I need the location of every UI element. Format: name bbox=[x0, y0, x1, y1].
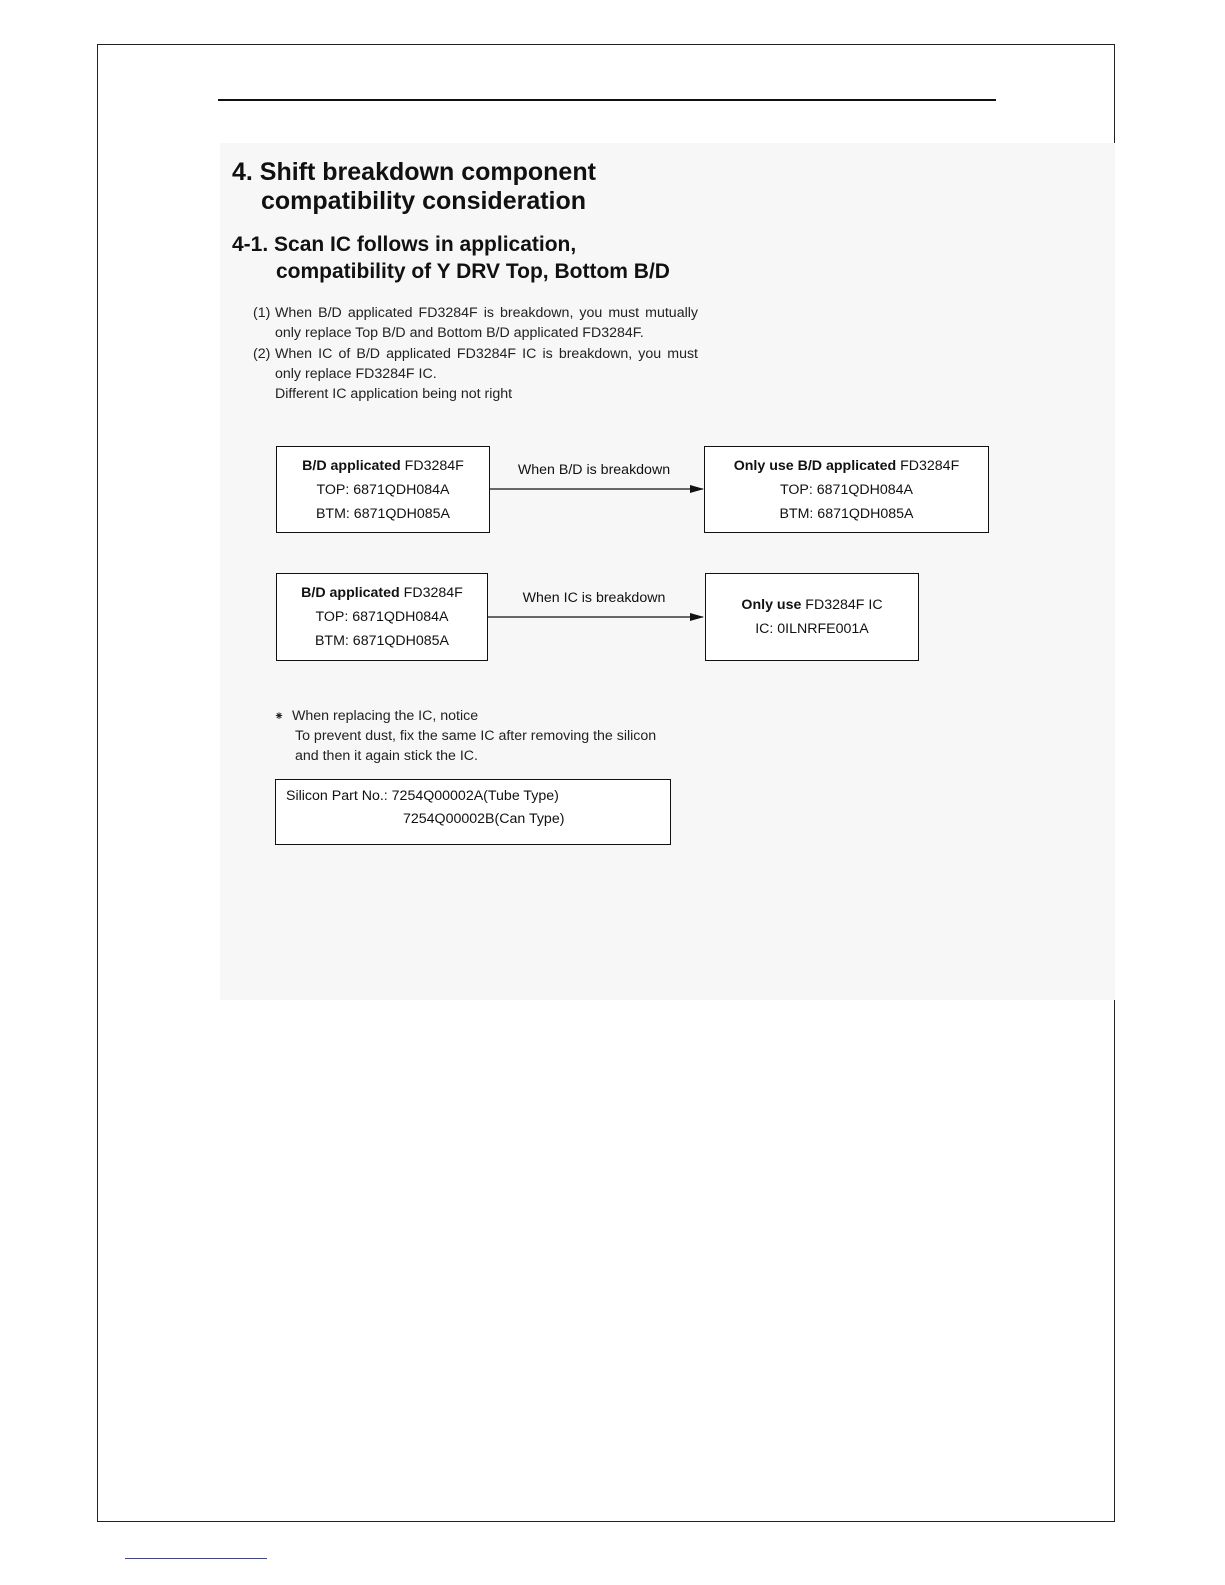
footer-link-underline[interactable] bbox=[125, 1558, 267, 1559]
note-text: When IC of B/D applicated FD3284F IC is breakdown, you must only replace FD3284F IC. bbox=[275, 345, 698, 382]
flow1-source-box bbox=[276, 446, 490, 533]
flow2-target-title-bold: Only use bbox=[741, 597, 802, 613]
note-number: (2) bbox=[253, 345, 271, 362]
note-number: (1) bbox=[253, 305, 271, 321]
silicon-row1: Silicon Part No.: 7254Q00002A(Tube Type) bbox=[286, 788, 559, 804]
flow2-target-ic: IC: 0ILNRFE001A bbox=[755, 621, 869, 637]
flow1-target-box bbox=[704, 446, 989, 533]
section-title-line1: 4. Shift breakdown component bbox=[232, 158, 596, 186]
caution-line3: and then it again stick the IC. bbox=[295, 748, 478, 764]
subsection-title-line2: compatibility of Y DRV Top, Bottom B/D bbox=[276, 260, 670, 283]
caution-line2: To prevent dust, fix the same IC after removing the silicon bbox=[295, 728, 657, 744]
flow1-label: When B/D is breakdown bbox=[517, 462, 671, 478]
flow1-source-title-bold: B/D applicated bbox=[302, 457, 401, 474]
flow2-source-title-rest: FD3284F bbox=[399, 585, 463, 601]
flow2-label: When IC is breakdown bbox=[522, 590, 666, 606]
flow1-target-title-bold: Only use B/D applicated bbox=[733, 457, 897, 474]
flow2-source-title-bold: B/D applicated bbox=[301, 585, 400, 601]
asterisk-icon: ⁕ bbox=[274, 709, 285, 723]
flow1-source-top: TOP: 6871QDH084A bbox=[316, 481, 450, 498]
flow2-source-top: TOP: 6871QDH084A bbox=[315, 609, 449, 625]
flow2-source-box bbox=[276, 573, 488, 661]
flow1-target-title-rest: FD3284F bbox=[896, 457, 960, 474]
flow1-target-btm: BTM: 6871QDH085A bbox=[779, 505, 914, 522]
flow2-target-title bbox=[706, 593, 918, 617]
flow2-target-title-rest: FD3284F IC bbox=[801, 597, 883, 613]
caution-note bbox=[274, 706, 704, 766]
flow1-source-title-rest: FD3284F bbox=[400, 457, 464, 474]
note-tail: Different IC application being not right bbox=[275, 386, 513, 403]
flow1-target-top: TOP: 6871QDH084A bbox=[779, 481, 913, 498]
caution-line1: When replacing the IC, notice bbox=[292, 708, 479, 724]
flow2-target-box bbox=[705, 573, 919, 661]
subsection-title-line1: 4-1. Scan IC follows in application, bbox=[232, 233, 577, 256]
flow2-source-btm: BTM: 6871QDH085A bbox=[314, 633, 450, 649]
silicon-part-box bbox=[275, 779, 671, 845]
flow1-target-title bbox=[705, 454, 988, 478]
flow1-source-title bbox=[277, 454, 489, 478]
section-title-line2: compatibility consideration bbox=[261, 187, 587, 215]
silicon-row2: 7254Q00002B(Can Type) bbox=[403, 811, 565, 827]
flow1-source-btm: BTM: 6871QDH085A bbox=[315, 505, 451, 522]
note-text: When B/D applicated FD3284F is breakdown, you must mutually only replace Top B/D and Bottom B/D applicated FD3284F. bbox=[275, 305, 698, 342]
flow2-source-title bbox=[277, 581, 487, 605]
